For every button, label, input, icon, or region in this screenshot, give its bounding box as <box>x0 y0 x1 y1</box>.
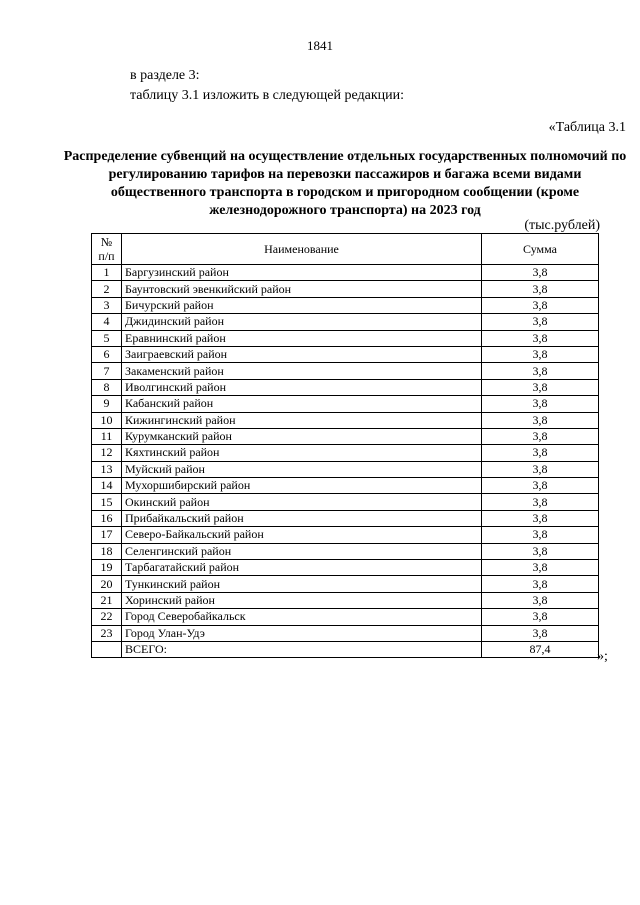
table-row <box>92 527 599 543</box>
row-name: Кижингинский район <box>122 412 482 428</box>
row-number: 19 <box>92 560 122 576</box>
subsidy-table <box>91 233 599 658</box>
total-sum: 87,4 <box>482 641 599 657</box>
row-number: 12 <box>92 445 122 461</box>
table-row <box>92 445 599 461</box>
table-row <box>92 363 599 379</box>
row-sum: 3,8 <box>482 297 599 313</box>
row-name: Баргузинский район <box>122 265 482 281</box>
table-reference: «Таблица 3.1 <box>548 120 626 135</box>
row-number: 11 <box>92 428 122 444</box>
table-row <box>92 428 599 444</box>
table-row <box>92 314 599 330</box>
row-number: 7 <box>92 363 122 379</box>
row-name: Город Улан-Удэ <box>122 625 482 641</box>
row-sum: 3,8 <box>482 461 599 477</box>
table-row <box>92 396 599 412</box>
row-number: 10 <box>92 412 122 428</box>
row-name: Баунтовский эвенкийский район <box>122 281 482 297</box>
row-number: 1 <box>92 265 122 281</box>
row-name: Закаменский район <box>122 363 482 379</box>
header-name: Наименование <box>122 234 482 265</box>
row-sum: 3,8 <box>482 330 599 346</box>
table-row <box>92 560 599 576</box>
row-number: 18 <box>92 543 122 559</box>
table-body <box>92 265 599 658</box>
row-number: 15 <box>92 494 122 510</box>
table-row <box>92 576 599 592</box>
row-name: Заиграевский район <box>122 346 482 362</box>
row-name: Курумканский район <box>122 428 482 444</box>
page-number: 1841 <box>307 38 333 53</box>
row-sum: 3,8 <box>482 363 599 379</box>
row-sum: 3,8 <box>482 625 599 641</box>
table-header-row <box>92 234 599 265</box>
row-name: Окинский район <box>122 494 482 510</box>
table-row <box>92 330 599 346</box>
intro-line-section: в разделе 3: <box>130 68 200 83</box>
table-row <box>92 478 599 494</box>
header-sum: Сумма <box>482 234 599 265</box>
row-sum: 3,8 <box>482 281 599 297</box>
row-name: Кяхтинский район <box>122 445 482 461</box>
row-number: 14 <box>92 478 122 494</box>
row-number: 6 <box>92 346 122 362</box>
row-name: Иволгинский район <box>122 379 482 395</box>
row-name: Муйский район <box>122 461 482 477</box>
units-label: (тыс.рублей) <box>524 218 600 233</box>
row-name: Мухоршибирский район <box>122 478 482 494</box>
row-sum: 3,8 <box>482 527 599 543</box>
row-name: Тарбагатайский район <box>122 560 482 576</box>
row-number: 16 <box>92 510 122 526</box>
row-sum: 3,8 <box>482 494 599 510</box>
table-row <box>92 265 599 281</box>
row-number: 20 <box>92 576 122 592</box>
row-sum: 3,8 <box>482 428 599 444</box>
row-name: Город Северобайкальск <box>122 609 482 625</box>
row-name: Бичурский район <box>122 297 482 313</box>
row-sum: 3,8 <box>482 478 599 494</box>
row-number: 8 <box>92 379 122 395</box>
row-sum: 3,8 <box>482 543 599 559</box>
table-row <box>92 379 599 395</box>
row-sum: 3,8 <box>482 560 599 576</box>
row-number: 2 <box>92 281 122 297</box>
table-row <box>92 297 599 313</box>
row-name: Прибайкальский район <box>122 510 482 526</box>
row-sum: 3,8 <box>482 445 599 461</box>
header-number: № п/п <box>92 234 122 265</box>
table-row <box>92 592 599 608</box>
intro-line-instruction: таблицу 3.1 изложить в следующей редакции: <box>130 88 405 103</box>
table-row <box>92 281 599 297</box>
row-number: 9 <box>92 396 122 412</box>
document-title: Распределение субвенций на осуществление отдельных государственных полномочий по регулированию тарифов на перевозки пассажиров и багажа всеми видами общественного транспорта в городском и пригородном сообщении (кроме железнодорожного транспорта) на 2023 год <box>63 149 627 218</box>
table-row <box>92 412 599 428</box>
table-row <box>92 609 599 625</box>
row-sum: 3,8 <box>482 609 599 625</box>
row-number: 4 <box>92 314 122 330</box>
row-number: 3 <box>92 297 122 313</box>
table-row <box>92 461 599 477</box>
row-name: Тункинский район <box>122 576 482 592</box>
row-number: 13 <box>92 461 122 477</box>
row-name: Северо-Байкальский район <box>122 527 482 543</box>
row-sum: 3,8 <box>482 412 599 428</box>
row-name: Селенгинский район <box>122 543 482 559</box>
row-sum: 3,8 <box>482 592 599 608</box>
row-number: 21 <box>92 592 122 608</box>
row-sum: 3,8 <box>482 396 599 412</box>
row-sum: 3,8 <box>482 265 599 281</box>
row-number: 23 <box>92 625 122 641</box>
row-sum: 3,8 <box>482 379 599 395</box>
row-name: Кабанский район <box>122 396 482 412</box>
row-sum: 3,8 <box>482 314 599 330</box>
row-sum: 3,8 <box>482 346 599 362</box>
table-row <box>92 494 599 510</box>
table-row <box>92 510 599 526</box>
row-sum: 3,8 <box>482 576 599 592</box>
row-name: Хоринский район <box>122 592 482 608</box>
table-row <box>92 346 599 362</box>
row-number: 5 <box>92 330 122 346</box>
row-number: 17 <box>92 527 122 543</box>
total-row <box>92 641 599 657</box>
closing-quote: »; <box>597 649 608 664</box>
table-row <box>92 625 599 641</box>
table-row <box>92 543 599 559</box>
row-number: 22 <box>92 609 122 625</box>
total-label: ВСЕГО: <box>122 641 482 657</box>
row-name: Джидинский район <box>122 314 482 330</box>
row-name: Еравнинский район <box>122 330 482 346</box>
total-number-empty <box>92 641 122 657</box>
row-sum: 3,8 <box>482 510 599 526</box>
